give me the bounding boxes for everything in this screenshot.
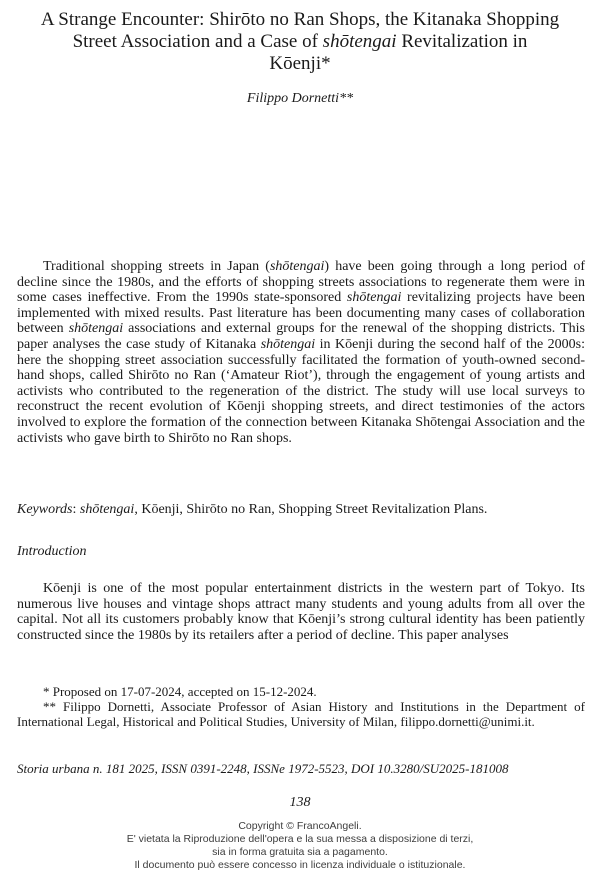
introduction-paragraph: Kōenji is one of the most popular entertainment districts in the western part of Tokyo. Its numerous live houses and vintage shops attract many students and young adults from all over the capital. Not all its customers probably know that Kōenji’s strong cultural identity has been patiently constructed since the 1980s by its retailers after a period of decline. This paper analyses <box>17 581 585 643</box>
author-name: Filippo Dornetti** <box>246 91 354 106</box>
footnote-marker: ** <box>43 699 56 715</box>
footnotes <box>17 684 585 730</box>
footnote-marker: * <box>43 684 50 699</box>
copyright-line: sia in forma gratuita sia a pagamento. <box>212 846 388 858</box>
footnote-author-affiliation <box>17 699 585 729</box>
copyright-line: E' vietata la Riproduzione dell'opera e la sua messa a disposizione di terzi, <box>126 833 474 845</box>
copyright-notice <box>0 820 600 872</box>
journal-info-line: Storia urbana n. 181 2025, ISSN 0391-2248, ISSNe 1972-5523, DOI 10.3280/SU2025-181008 <box>17 761 509 776</box>
abstract-paragraph: Traditional shopping streets in Japan (shōtengai) have been going through a long period of decline since the 1980s, and the efforts of shopping streets associations to regenerate them were in some cases ineffective. From the 1990s state-sponsored shōtengai revitalizing projects have been implemented with mixed results. Past literature has been documenting many cases of collaboration between shōtengai associations and external groups for the renewal of the shopping districts. This paper analyses the case study of Kitanaka shōtengai in Kōenji during the second half of the 2000s: here the shopping street association successfully facilitated the formation of youth-owned second-hand shops, called Shirōto no Ran (‘Amateur Riot’), through the engagement of young artists and activists who contributed to the regeneration of the district. The study will use local surveys to reconstruct the recent evolution of Kōenji shopping streets, and direct testimonies of the actors involved to explore the formation of the connection between Kitanaka Shōtengai Association and the activists who gave birth to Shirōto no Ran shops. <box>17 259 585 446</box>
page-number: 138 <box>289 795 311 810</box>
copyright-line: Il documento può essere concesso in licenza individuale o istituzionale. <box>134 859 466 871</box>
keywords-line: Keywords: shōtengai, Kōenji, Shirōto no Ran, Shopping Street Revitalization Plans. <box>17 502 488 517</box>
copyright-line: Copyright © FrancoAngeli. <box>238 820 362 832</box>
section-heading-introduction: Introduction <box>17 544 87 559</box>
footnote-text: Filippo Dornetti, Associate Professor of Asian History and Institutions in the Department of International Legal, Historical and Political Studies, University of Milan, filippo.dornetti@unimi.it. <box>17 699 585 730</box>
abstract <box>17 259 585 446</box>
page-title: A Strange Encounter: Shirōto no Ran Shops, the Kitanaka Shopping Street Association and a Case of shōtengai Revitalization in Kōenji* <box>40 9 560 74</box>
footnote-text: Proposed on 17-07-2024, accepted on 15-12-2024. <box>52 684 317 699</box>
footnote-proposed-dates <box>17 684 585 699</box>
